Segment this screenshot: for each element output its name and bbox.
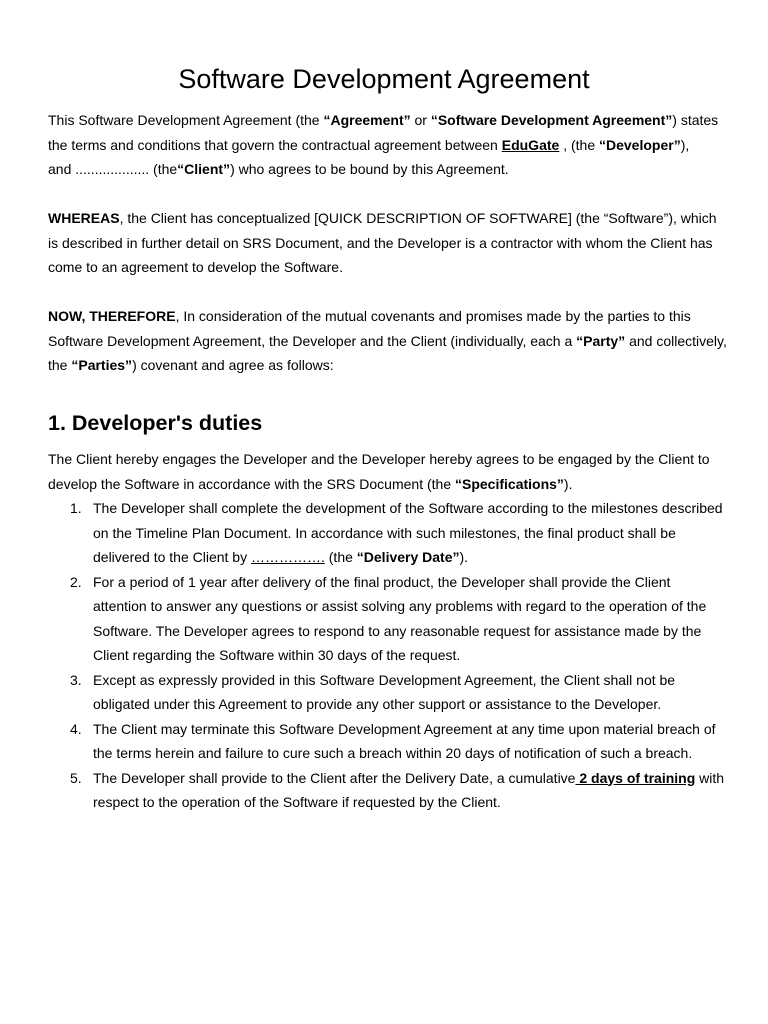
parties-term: “Parties” — [71, 357, 133, 373]
list-item-number: 4. — [70, 720, 82, 737]
list-item-number: 3. — [70, 671, 82, 688]
intro-text: ), — [680, 136, 690, 153]
therefore-text: , In consideration of the mutual covenants and promises made by the parties to this Software Development Agreement, the Developer and the Client (individually, each a — [48, 308, 691, 349]
training-days-term: 2 days of training — [575, 769, 696, 786]
list-item-number: 5. — [70, 769, 82, 786]
list-item — [48, 570, 728, 668]
list-item-text: The Developer shall complete the development of the Software according to the milestones described on the Timeline Plan Document. In accordance with such milestones, the final product shall be delivered to the Client by — [93, 500, 723, 565]
intro-text: This Software Development Agreement (the — [48, 112, 324, 128]
list-item-text: The Client may terminate this Software Development Agreement at any time upon material breach of the terms herein and failure to cure such a breach within 20 days of notification of such a breach. — [93, 720, 716, 761]
list-item-text: For a period of 1 year after delivery of the final product, the Developer shall provide the Client attention to answer any questions or assist solving any problems with regard to the operation of the Software. The Developer agrees to respond to any reasonable request for assistance made by the Client regarding the Software within 30 days of the request. — [93, 573, 707, 663]
intro-text: ) states the terms and conditions that govern the contractual agreement between — [48, 112, 719, 153]
whereas-label: WHEREAS — [48, 210, 120, 226]
list-item-text: ). — [459, 549, 469, 565]
section-heading: 1. Developer's duties — [48, 411, 263, 435]
developer-term: “Developer” — [599, 136, 681, 153]
therefore-text: and collectively, the — [48, 332, 727, 373]
document-title: Software Development Agreement — [178, 64, 590, 94]
intro-text: , (the — [559, 136, 599, 153]
developer-name: EduGate — [501, 136, 560, 153]
whereas-paragraph — [48, 206, 728, 280]
therefore-text: ) covenant and agree as follows: — [132, 357, 334, 373]
list-item — [48, 496, 728, 570]
list-item — [48, 766, 728, 815]
delivery-date-blank: ……………. — [250, 549, 325, 565]
section-intro-paragraph — [48, 447, 728, 496]
section-intro-text: ). — [563, 475, 573, 492]
list-item-text: Except as expressly provided in this Software Development Agreement, the Client shall not be obligated under this Agreement to provide any other support or assistance to the Developer. — [93, 671, 676, 712]
list-item-text: (the — [324, 549, 357, 565]
therefore-label: NOW, THEREFORE — [48, 308, 176, 324]
whereas-text: , the Client has conceptualized [QUICK DESCRIPTION OF SOFTWARE] (the “Software”), which is described in further detail on SRS Document, and the Developer is a contractor with whom the Client has come to an agreement to develop the Software. — [48, 210, 717, 275]
intro-paragraph — [48, 108, 728, 182]
agreement-term: “Agreement” — [323, 112, 411, 128]
intro-text: and ................... (the — [48, 161, 178, 177]
client-term: “Client” — [177, 161, 231, 177]
list-item — [48, 717, 728, 766]
list-item — [48, 668, 728, 717]
section-intro-text: The Client hereby engages the Developer and the Developer hereby agrees to be engaged by the Client to develop the Software in accordance with the SRS Document (the — [48, 451, 710, 492]
list-item-text: The Developer shall provide to the Client after the Delivery Date, a cumulative — [93, 769, 576, 786]
intro-text: or — [410, 112, 431, 128]
list-item-text: with respect to the operation of the Software if requested by the Client. — [93, 769, 725, 810]
list-item-number: 2. — [70, 573, 82, 590]
specifications-term: “Specifications” — [455, 475, 564, 492]
software-development-agreement-term: “Software Development Agreement” — [430, 112, 673, 128]
therefore-paragraph — [48, 304, 728, 378]
duties-list — [48, 496, 728, 815]
intro-text: ) who agrees to be bound by this Agreement. — [230, 161, 509, 177]
list-item-number: 1. — [70, 500, 82, 516]
delivery-date-term: “Delivery Date” — [356, 549, 460, 565]
party-term: “Party” — [576, 332, 626, 349]
